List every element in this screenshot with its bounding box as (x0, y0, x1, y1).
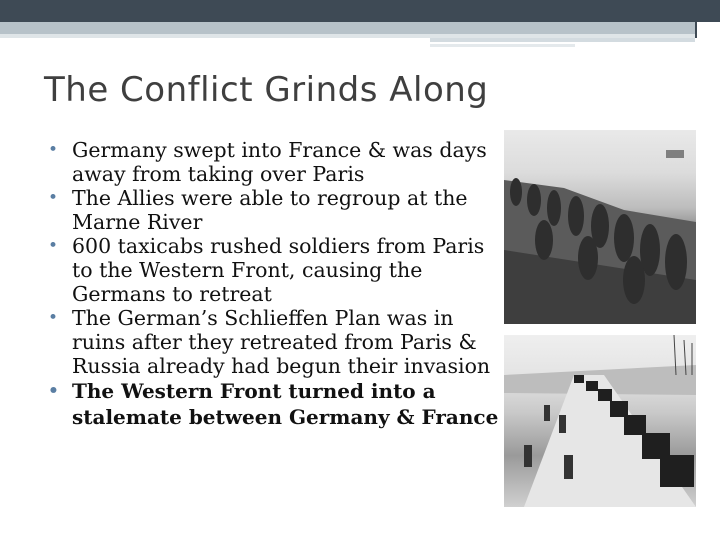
soldiers-charging-illustration (504, 130, 696, 324)
bullet-marker-icon: • (48, 140, 59, 160)
bullet-item (46, 306, 504, 378)
bullet-text: The Western Front turned into a stalemate between Germany & France (72, 379, 499, 429)
bullet-item (46, 138, 504, 186)
bullet-marker-icon: • (48, 188, 59, 208)
slide-title: The Conflict Grinds Along (44, 70, 489, 110)
bullet-text: The Allies were able to regroup at the Marne River (72, 186, 468, 234)
decorative-strip (430, 38, 695, 42)
header-accent-bar (0, 22, 720, 34)
taxicabs-road-photo (504, 335, 696, 507)
bullet-text: The German’s Schlieffen Plan was in ruins after they retreated from Paris & Russia already had begun their invasion (72, 306, 491, 378)
bullet-marker-icon: • (48, 308, 59, 328)
bullet-item (46, 234, 504, 306)
bullet-text: Germany swept into France & was days away from taking over Paris (72, 138, 487, 186)
taxicabs-road-illustration (504, 335, 696, 507)
bullet-item (46, 186, 504, 234)
bullet-marker-icon: • (48, 236, 59, 256)
bullet-item-emphasis (46, 378, 504, 430)
header-corner-block (695, 22, 720, 38)
bullet-text: 600 taxicabs rushed soldiers from Paris to the Western Front, causing the Germans to retreat (72, 234, 485, 306)
soldiers-charging-photo (504, 130, 696, 324)
bullet-marker-icon: • (48, 381, 59, 401)
decorative-strip (430, 44, 575, 47)
bullet-list (46, 138, 504, 430)
header-bar (0, 0, 720, 22)
